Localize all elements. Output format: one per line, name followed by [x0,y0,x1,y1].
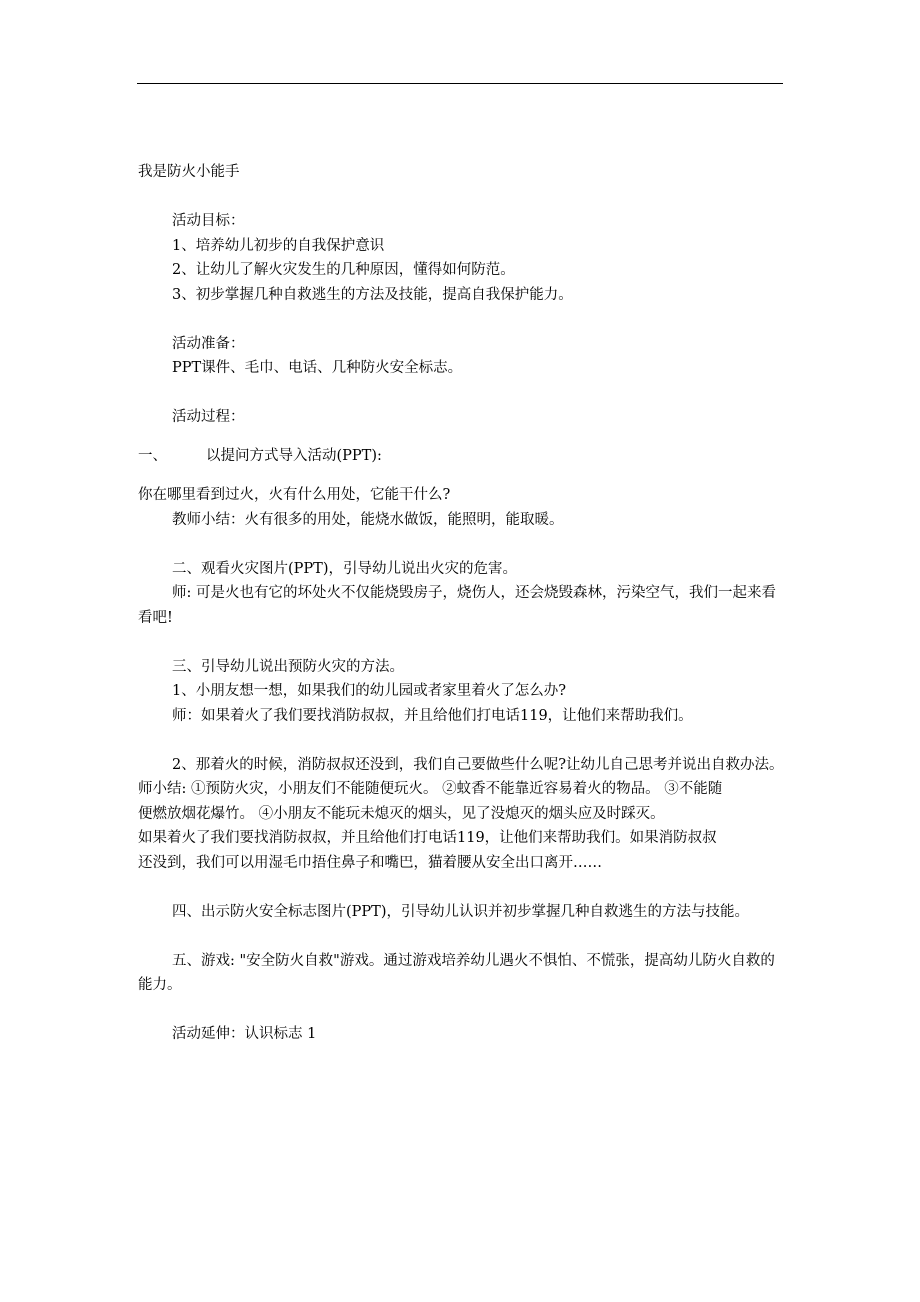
step3-summary-line-2: 便燃放烟花爆竹。 ④小朋友不能玩未熄灭的烟头，见了没熄灭的烟头应及时踩灭。 [138,805,665,822]
step2-teacher-text: 师: 可是火也有它的坏处火不仅能烧毁房子，烧伤人，还会烧毁森林，污染空气，我们一起来看看吧! [138,585,776,626]
step1-question: 你在哪里看到过火，火有什么用处，它能干什么? [138,487,451,503]
step1-number: 一、 [138,448,167,464]
step2-title: 二、观看火灾图片(PPT)，引导幼儿说出火灾的危害。 [172,560,517,577]
preparation-text: PPT课件、毛巾、电话、几种防火安全标志。 [172,360,463,376]
step1-title: 以提问方式导入活动(PPT): [206,448,382,464]
process-heading: 活动过程： [172,409,245,425]
step3-question-2: 2、那着火的时候，消防叔叔还没到，我们自己要做些什么呢?让幼儿自己思考并说出自救办法。 [172,756,784,773]
step1-heading [138,444,788,469]
extension-text: 活动延伸：认识标志 1 [172,1026,317,1042]
header-rule [137,83,783,84]
step4-title: 四、出示防火安全标志图片(PPT)，引导幼儿认识并初步掌握几种自救逃生的方法与技能。 [172,903,749,920]
step3-question-1: 1、小朋友想一想，如果我们的幼儿园或者家里着火了怎么办? [172,683,566,699]
goal-item-3: 3、初步掌握几种自救逃生的方法及技能，提高自我保护能力。 [172,286,573,303]
preparation-heading: 活动准备： [172,335,245,352]
step3-summary-line-1: 师小结: ①预防火灾，小朋友们不能随便玩火。 ②蚊香不能靠近容易着火的物品。 ③不能随 [138,781,723,797]
step3-summary-line-4: 还没到，我们可以用湿毛巾捂住鼻子和嘴巴，猫着腰从安全出口离开…… [138,854,602,871]
document-body [138,160,788,1047]
step3-title: 三、引导幼儿说出预防火灾的方法。 [172,658,404,675]
step3-summary-line-3: 如果着火了我们要找消防叔叔，并且给他们打电话119，让他们来帮助我们。如果消防叔叔 [138,830,717,846]
goal-item-1: 1、培养幼儿初步的自我保护意识 [172,237,385,254]
document-title: 我是防火小能手 [138,164,240,180]
step5-title: 五、游戏: "安全防火自救"游戏。通过游戏培养幼儿遇火不惧怕、不慌张，提高幼儿防火自救的能力。 [138,952,775,993]
goal-item-2: 2、让幼儿了解火灾发生的几种原因，懂得如何防范。 [172,262,515,278]
step3-answer-1: 师：如果着火了我们要找消防叔叔，并且给他们打电话119，让他们来帮助我们。 [172,707,693,724]
step1-summary: 教师小结：火有很多的用处，能烧水做饭，能照明，能取暖。 [172,511,564,528]
goals-heading: 活动目标： [172,213,245,229]
